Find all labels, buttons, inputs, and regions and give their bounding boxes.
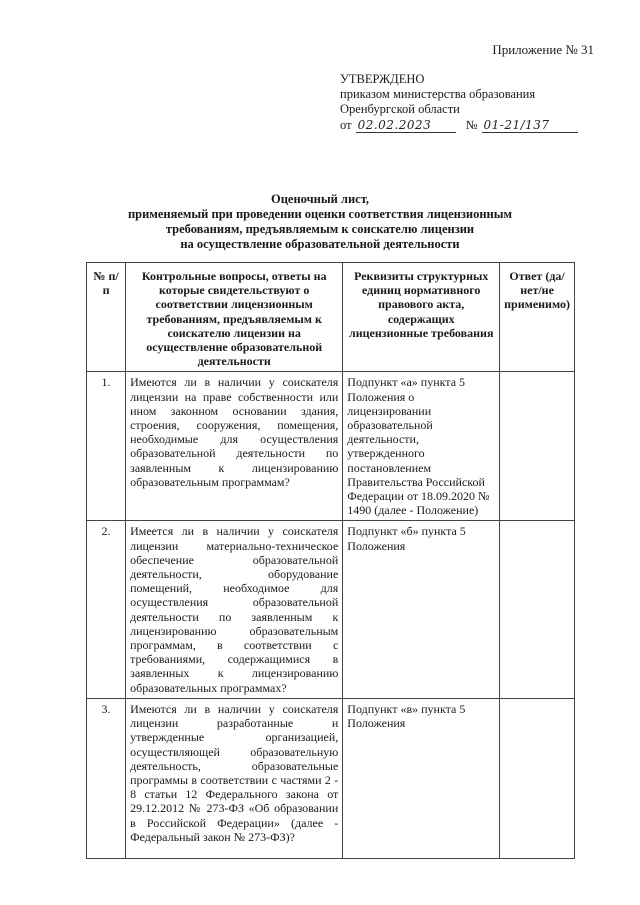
document-title [110,192,530,252]
appendix-label: Приложение № 31 [492,42,594,57]
approval-block [340,72,578,133]
row-answer [500,521,575,698]
row-question: Имеются ли в наличии у соискателя лицензии разработанные и утвержденные организацией, осуществляющей образовательную деятельность, образовательные программы в соответствии с частями 2 - 8 статьи 12 Федерального закона от 29.12.2012 № 273-ФЗ «Об образовании в Российской Федерации» (далее - Федеральный закон № 273-ФЗ)? [126,698,343,858]
table-row [87,521,575,698]
header-answer: Ответ (да/нет/не применимо) [500,263,575,372]
approved-title: УТВЕРЖДЕНО [340,72,425,86]
order-date-number [340,118,578,133]
table-row [87,698,575,858]
assessment-table [86,262,575,859]
row-number: 1. [87,372,126,521]
table-header-row [87,263,575,372]
row-question: Имеется ли в наличии у соискателя лицензии материально-техническое обеспечение образовательной деятельности, оборудование помещений, необходимое для осуществления образовательной деятельности по заявленным к лицензированию образовательным программам, в соответствии с требованиями, содержащимися в заявленных к лицензированию образовательных программах? [126,521,343,698]
title-line: применяемый при проведении оценки соответствия лицензионным [127,207,513,221]
header-number: № п/п [87,263,126,372]
table-row [87,372,575,521]
header-requisites: Реквизиты структурных единиц нормативного правового акта, содержащих лицензионные требования [343,263,500,372]
order-number-handwritten: 01-21/137 [482,119,578,133]
number-prefix: № [465,118,478,132]
approved-order-line: приказом министерства образования [340,87,536,101]
title-line: требованиям, предъявляемым к соискателю лицензии [165,222,475,236]
title-line: Оценочный лист, [270,192,370,206]
date-prefix: от [340,118,352,132]
order-date-handwritten: 02.02.2023 [356,119,456,133]
row-requisites: Подпункт «в» пункта 5 Положения [343,698,500,858]
approved-region-line: Оренбургской области [340,102,460,116]
row-answer [500,698,575,858]
row-number: 3. [87,698,126,858]
row-answer [500,372,575,521]
row-number: 2. [87,521,126,698]
title-line: на осуществление образовательной деятельности [180,237,460,251]
header-questions: Контрольные вопросы, ответы на которые свидетельствуют о соответствии лицензионным требованиям, предъявляемым к соискателю лицензии на осуществление образовательной деятельности [126,263,343,372]
row-requisites: Подпункт «б» пункта 5 Положения [343,521,500,698]
row-question: Имеются ли в наличии у соискателя лицензии на праве собственности или ином законном основании здания, строения, сооружения, помещения, необходимые для осуществления образовательной деятельности по заявленным к лицензированию образовательным программам? [126,372,343,521]
row-requisites: Подпункт «а» пункта 5 Положения о лицензировании образовательной деятельности, утвержденного постановлением Правительства Российской Федерации от 18.09.2020 № 1490 (далее - Положение) [343,372,500,521]
